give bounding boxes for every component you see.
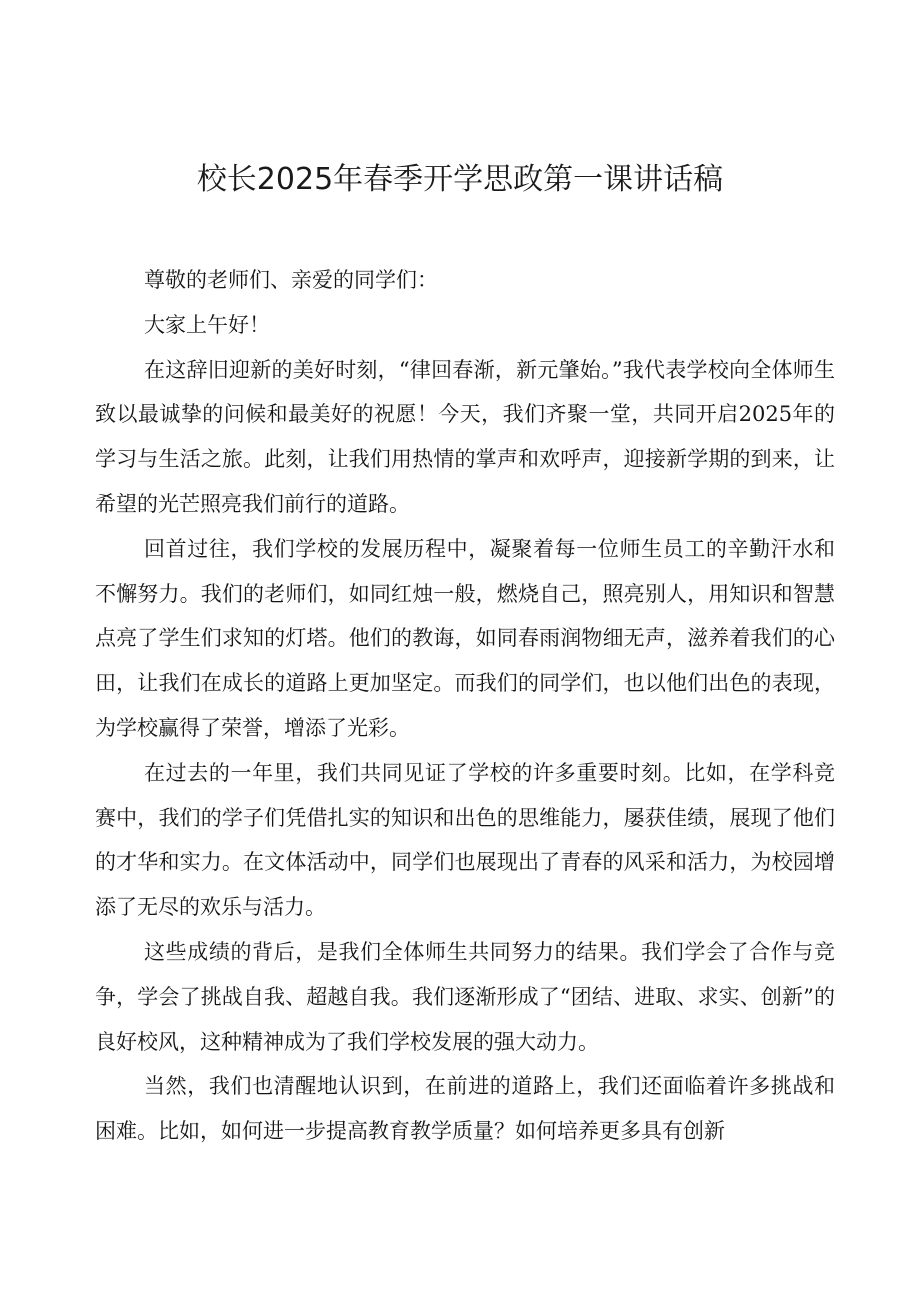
document-body <box>95 258 835 1154</box>
paragraph-salutation: 尊敬的老师们、亲爱的同学们： <box>144 268 438 292</box>
document-title: 校长2025年春季开学思政第一课讲话稿 <box>196 162 724 197</box>
paragraph-challenges: 当然，我们也清醒地认识到，在前进的道路上，我们还面临着许多挑战和困难。比如，如何进一步提高教育教学质量？如何培养更多具有创新 <box>95 1074 835 1144</box>
paragraph-achievements: 在过去的一年里，我们共同见证了学校的许多重要时刻。比如，在学科竞赛中，我们的学子们凭借扎实的知识和出色的思维能力，屡获佳绩，展现了他们的才华和实力。在文体活动中，同学们也展现出了青春的风采和活力，为校园增添了无尽的欢乐与活力。 <box>95 760 835 920</box>
paragraph-review: 回首过往，我们学校的发展历程中，凝聚着每一位师生员工的辛勤汗水和不懈努力。我们的老师们，如同红烛一般，燃烧自己，照亮别人，用知识和智慧点亮了学生们求知的灯塔。他们的教诲，如同春雨润物细无声，滋养着我们的心田，让我们在成长的道路上更加坚定。而我们的同学们，也以他们出色的表现，为学校赢得了荣誉，增添了光彩。 <box>95 536 835 740</box>
paragraph-greeting: 大家上午好！ <box>144 312 270 337</box>
paragraph-school-spirit: 这些成绩的背后，是我们全体师生共同努力的结果。我们学会了合作与竞争，学会了挑战自我、超越自我。我们逐渐形成了“团结、进取、求实、创新”的良好校风，这种精神成为了我们学校发展的强大动力。 <box>95 939 835 1054</box>
paragraph-opening: 在这辞旧迎新的美好时刻，“律回春渐，新元肇始。”我代表学校向全体师生致以最诚挚的问候和最美好的祝愿！今天，我们齐聚一堂，共同开启2025年的学习与生活之旅。此刻，让我们用热情的掌声和欢呼声，迎接新学期的到来，让希望的光芒照亮我们前行的道路。 <box>95 357 835 516</box>
